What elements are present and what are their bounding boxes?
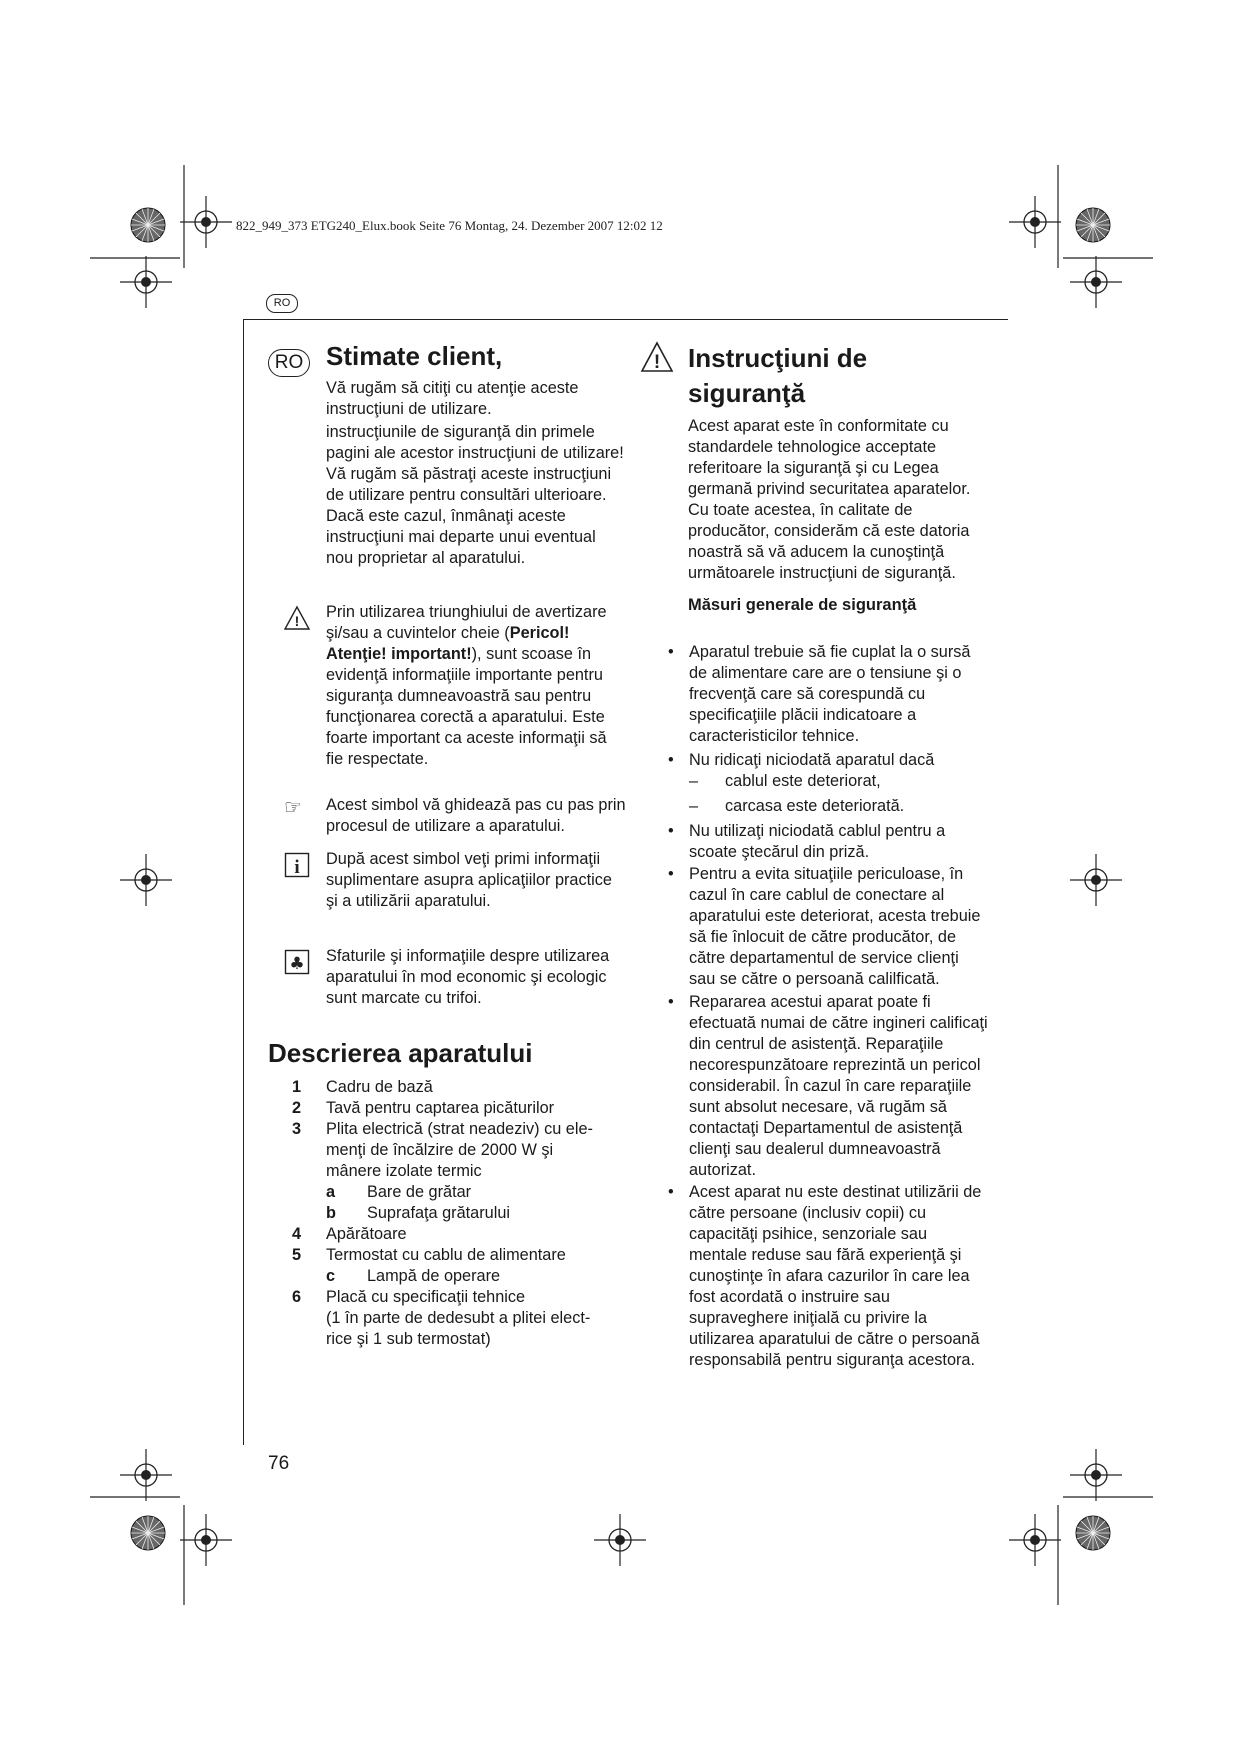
list-item: • Nu ridicaţi niciodată aparatul dacă bbox=[668, 750, 988, 771]
item-number: 6 bbox=[292, 1288, 302, 1306]
list-item: • Nu utilizaţi niciodată cablul pentru a scoate ştecărul din priză. bbox=[668, 821, 988, 863]
subitem-letter: c bbox=[326, 1267, 336, 1285]
svg-text:i: i bbox=[294, 857, 300, 878]
safety-instructions-title: Instrucţiuni de siguranţă bbox=[688, 343, 868, 408]
list-item bbox=[292, 1140, 632, 1161]
clover-eco-icon bbox=[284, 949, 310, 975]
subitem-text: Lampă de operare bbox=[367, 1267, 501, 1285]
list-item bbox=[292, 1308, 632, 1329]
safety-intro: Acest aparat este în conformitate cu standardele tehnologice acceptate referitoare la siguranţă şi cu Legea germană privind securitatea aparatelor. Cu toate acestea, în calitate de producător, considerăm că este datoria noastră să vă aducem la cunoştinţă următoarele instrucţiuni de siguranţă. bbox=[688, 417, 971, 582]
warning-note-text-end: ), sunt scoase în evidenţă informaţiile importante pentru siguranţa dumneavoastră sau pentru funcţionarea corectă a aparatului. Este foarte important ca aceste informaţii să fie respectate. bbox=[326, 645, 607, 768]
page-number: 76 bbox=[268, 1453, 290, 1474]
list-item bbox=[292, 1329, 632, 1350]
item-text: Cadru de bază bbox=[326, 1078, 433, 1096]
list-item: • Pentru a evita situaţiile periculoase, în cazul în care cablul de conectare al aparatului este deteriorat, acesta trebuie să fie înlocuit de către producător, de către departamentul de service clienţi sau se către o persoană calilficată. bbox=[668, 864, 988, 990]
general-safety-subtitle: Măsuri generale de siguranţă bbox=[688, 596, 917, 614]
item-text: Apărătoare bbox=[326, 1225, 407, 1243]
item-number: 3 bbox=[292, 1120, 302, 1138]
safety-bullet-list bbox=[668, 642, 988, 1371]
subitem-text: Bare de grătar bbox=[367, 1183, 472, 1201]
item-text: menţi de încălzire de 2000 W şi bbox=[326, 1141, 554, 1159]
subitem-text: Suprafaţa grătarului bbox=[367, 1204, 511, 1222]
warning-note-text: Prin utilizarea triunghiului de avertizare şi/sau a cuvintelor cheie ( bbox=[326, 603, 607, 642]
item-text: (1 în parte de dedesubt a plitei elect- bbox=[326, 1309, 591, 1327]
appliance-description-title: Descrierea aparatului bbox=[268, 1038, 533, 1068]
subitem-letter: b bbox=[326, 1204, 336, 1222]
list-subitem bbox=[292, 1266, 632, 1287]
list-subitem bbox=[292, 1203, 632, 1224]
info-note: După acest simbol veţi primi informaţii suplimentare asupra aplicaţiilor practice şi a utilizării aparatului. bbox=[326, 850, 612, 910]
item-text: Plita electrică (strat neadeziv) cu ele- bbox=[326, 1120, 593, 1138]
list-subitem: – carcasa este deteriorată. bbox=[689, 796, 988, 817]
list-item bbox=[292, 1224, 632, 1245]
list-item bbox=[292, 1287, 632, 1308]
warning-note bbox=[326, 602, 626, 770]
warning-keywords: Pericol! Atenţie! important! bbox=[326, 624, 570, 663]
item-text: Tavă pentru captarea picăturilor bbox=[326, 1099, 555, 1117]
item-text: rice şi 1 sub termostat) bbox=[326, 1330, 491, 1348]
list-item bbox=[292, 1245, 632, 1266]
warning-triangle-icon bbox=[284, 605, 310, 631]
list-subitem bbox=[292, 1182, 632, 1203]
info-icon bbox=[284, 852, 310, 878]
item-text: mânere izolate termic bbox=[326, 1162, 482, 1180]
ro-language-badge: RO bbox=[268, 349, 310, 377]
item-number: 2 bbox=[292, 1099, 302, 1117]
parts-list bbox=[292, 1077, 632, 1350]
list-item: • Aparatul trebuie să fie cuplat la o sursă de alimentare care are o tensiune şi o frecvenţă care să corespundă cu specificaţiile plăcii indicatoare a caracteristicilor tehnice. bbox=[668, 642, 988, 747]
svg-text:!: ! bbox=[653, 352, 661, 373]
item-number: 5 bbox=[292, 1246, 302, 1264]
intro-paragraph-1: Vă rugăm să citiţi cu atenţie aceste instrucţiuni de utilizare. bbox=[326, 379, 579, 418]
svg-text:♣: ♣ bbox=[289, 954, 305, 974]
list-item: • Acest aparat nu este destinat utilizării de către persoane (inclusiv copii) cu capacităţi psihice, senzoriale sau mentale reduse sau fără experienţă şi cunoştinţe în afara cazurilor în care lea fost acordată o instruire sau supraveghere iniţială cu privire la utilizarea aparatului de către o persoană responsabilă pentru siguranţa acestora. bbox=[668, 1182, 988, 1371]
header-rule bbox=[243, 319, 1008, 320]
welcome-title: Stimate client, bbox=[326, 341, 503, 371]
item-text: Placă cu specificaţii tehnice bbox=[326, 1288, 526, 1306]
list-item bbox=[292, 1077, 632, 1098]
subitem-letter: a bbox=[326, 1183, 336, 1201]
item-text: Termostat cu cablu de alimentare bbox=[326, 1246, 566, 1264]
margin-rule bbox=[243, 320, 244, 1445]
language-tag: RO bbox=[266, 294, 298, 313]
item-number: 1 bbox=[292, 1078, 302, 1096]
list-subitem: – cablul este deteriorat, bbox=[689, 771, 988, 792]
list-item: • Repararea acestui aparat poate fi efectuată numai de către ingineri calificaţi din centrul de asistenţă. Reparaţiile necorespunzătoare reprezintă un pericol considerabil. În cazul în care reparaţiile sunt absolut necesare, vă rugăm să contactaţi Departamentul de asistenţă clienţi sau dealerul dumneavoastră autorizat. bbox=[668, 992, 988, 1181]
intro-paragraph-2: instrucţiunile de siguranţă din primele pagini ale acestor instrucţiuni de utilizare! Vă rugăm să păstraţi aceste instrucţiuni de utilizare pentru consultări ulterioare. Dacă este cazul, înmânaţi aceste instrucţiuni mai departe unui eventual nou proprietar al aparatului. bbox=[326, 423, 624, 567]
print-header: 822_949_373 ETG240_Elux.book Seite 76 Montag, 24. Dezember 2007 12:02 12 bbox=[236, 218, 663, 233]
list-item bbox=[292, 1161, 632, 1182]
list-item bbox=[292, 1119, 632, 1140]
svg-text:!: ! bbox=[294, 613, 300, 629]
step-by-step-note: Acest simbol vă ghidează pas cu pas prin procesul de utilizare a aparatului. bbox=[326, 796, 626, 835]
item-number: 4 bbox=[292, 1225, 302, 1243]
pointing-hand-icon: ☞ bbox=[284, 797, 302, 819]
eco-note: Sfaturile şi informaţiile despre utilizarea aparatului în mod economic şi ecologic sunt marcate cu trifoi. bbox=[326, 947, 610, 1007]
list-item bbox=[292, 1098, 632, 1119]
safety-warning-triangle-icon bbox=[640, 341, 674, 373]
